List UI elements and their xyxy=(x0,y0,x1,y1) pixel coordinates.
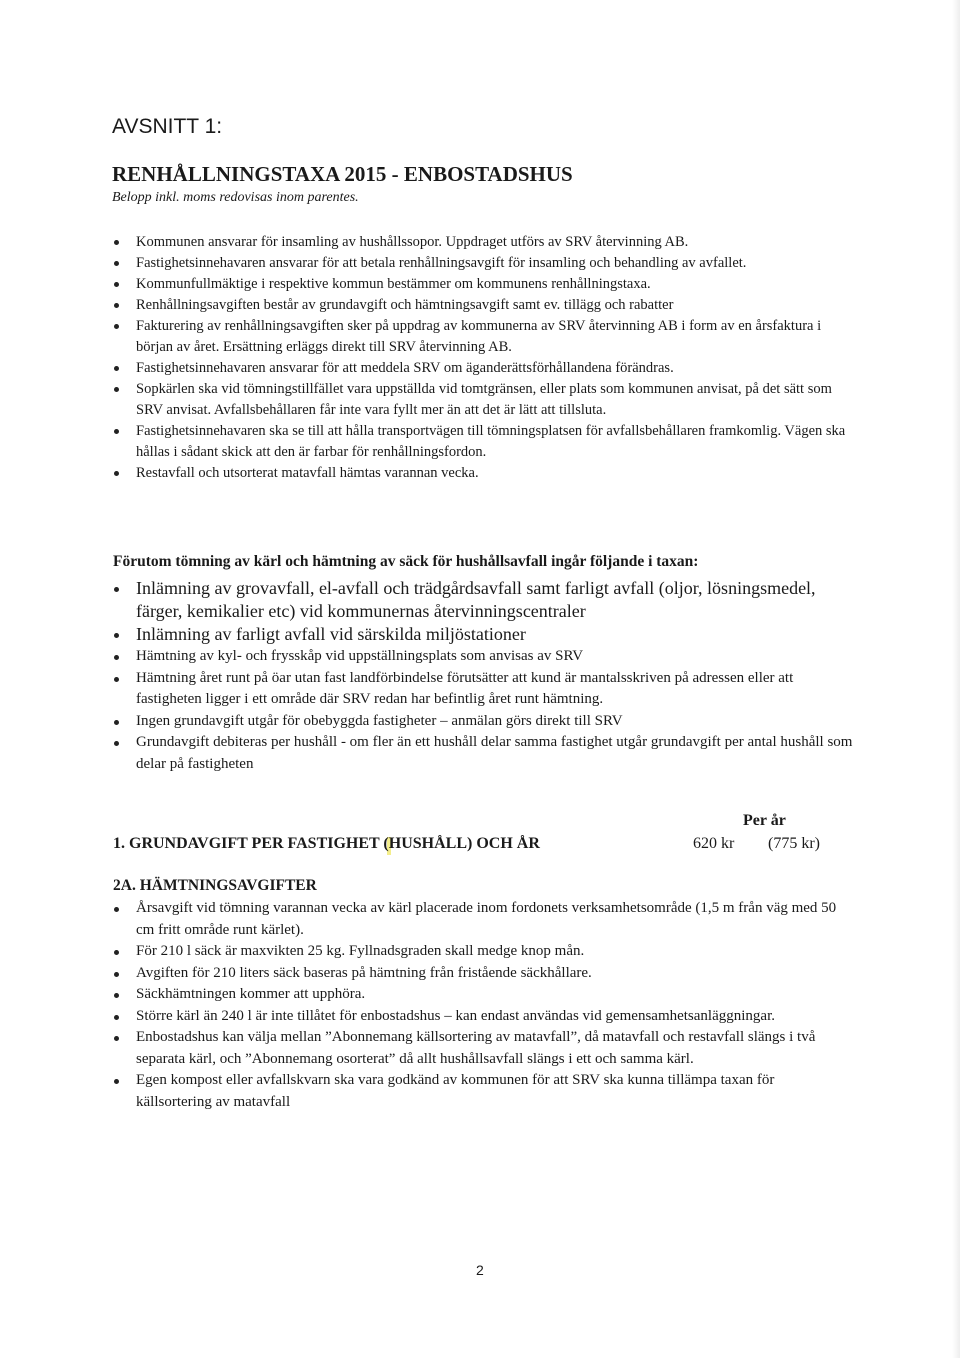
list-item: Kommunen ansvarar för insamling av hushållssopor. Uppdraget utförs av SRV återvinning AB. xyxy=(113,232,853,253)
section-label: AVSNITT 1: xyxy=(112,115,223,138)
list-item: Avgiften för 210 liters säck baseras på hämtning från fristående säckhållare. xyxy=(113,963,853,985)
list-item: Egen kompost eller avfallskvarn ska vara godkänd av kommunen för att SRV ska kunna tillämpa taxan för källsortering av matavfall xyxy=(113,1070,853,1113)
list-item: Större kärl än 240 l är inte tillåtet för enbostadshus – kan endast användas vid gemensamhetsanläggningar. xyxy=(113,1006,853,1028)
basic-fee-label: 1. GRUNDAVGIFT PER FASTIGHET (HUSHÅLL) OCH ÅR xyxy=(113,835,540,852)
list-item: Enbostadshus kan välja mellan ”Abonnemang källsortering av matavfall”, då matavfall och restavfall slängs i två separata kärl, och ”Abonnemang osorterat” då allt hushållsavfall slängs i ett och samma kärl. xyxy=(113,1027,853,1070)
included-services-list xyxy=(113,577,858,775)
page-edge-shadow xyxy=(952,0,960,1358)
list-item: Hämtning året runt på öar utan fast landförbindelse förutsätter att kund är mantalsskriven på adressen eller att fastigheten ligger i ett område där SRV redan har befintlig året runt hämtning. xyxy=(113,668,858,711)
list-item: Kommunfullmäktige i respektive kommun bestämmer om kommunens renhållningstaxa. xyxy=(113,274,853,295)
list-item: Fastighetsinnehavaren ansvarar för att betala renhållningsavgift för insamling och behandling av avfallet. xyxy=(113,253,853,274)
list-item: Hämtning av kyl- och frysskåp vid uppställningsplats som anvisas av SRV xyxy=(113,646,858,668)
collection-fees-list xyxy=(113,898,853,1113)
list-item: Årsavgift vid tömning varannan vecka av kärl placerade inom fordonets verksamhetsområde (1,5 m från väg med 50 cm fritt område runt kärlet). xyxy=(113,898,853,941)
basic-fee-row xyxy=(113,835,843,857)
list-item: Säckhämtningen kommer att upphöra. xyxy=(113,984,853,1006)
list-item: Fastighetsinnehavaren ska se till att hålla transportvägen till tömningsplatsen för avfallsbehållaren framkomlig. Vägen ska hållas i sådant skick att den är farbar för renhållningsfordon. xyxy=(113,421,853,463)
collection-fees-heading: 2A. HÄMTNINGSAVGIFTER xyxy=(113,877,317,894)
page-title: RENHÅLLNINGSTAXA 2015 - ENBOSTADSHUS xyxy=(112,162,573,186)
list-item: Inlämning av farligt avfall vid särskilda miljöstationer xyxy=(113,623,858,646)
per-year-label: Per år xyxy=(743,812,786,829)
page-number: 2 xyxy=(476,1262,484,1278)
list-item: Ingen grundavgift utgår för obebyggda fastigheter – anmälan görs direkt till SRV xyxy=(113,711,858,733)
general-rules-list xyxy=(113,232,853,484)
list-item: Renhållningsavgiften består av grundavgift och hämtningsavgift samt ev. tillägg och rabatter xyxy=(113,295,853,316)
list-item: Inlämning av grovavfall, el-avfall och trädgårdsavfall samt farligt avfall (oljor, lösningsmedel, färger, kemikalier etc) vid kommunernas återvinningscentraler xyxy=(113,577,858,623)
list-item: Sopkärlen ska vid tömningstillfället vara uppställda vid tomtgränsen, eller plats som kommunen anvisat, på det sätt som SRV anvisat. Avfallsbehållaren får inte vara fyllt mer än att det är lätt att tillsluta. xyxy=(113,379,853,421)
basic-fee-amount-incl-vat: (775 kr) xyxy=(768,835,820,852)
included-heading: Förutom tömning av kärl och hämtning av säck för hushållsavfall ingår följande i taxan: xyxy=(113,553,699,570)
list-item: Grundavgift debiteras per hushåll - om fler än ett hushåll delar samma fastighet utgår grundavgift per antal hushåll som delar på fastigheten xyxy=(113,732,858,775)
vat-note: Belopp inkl. moms redovisas inom parentes. xyxy=(112,190,359,205)
list-item: För 210 l säck är maxvikten 25 kg. Fyllnadsgraden skall medge knop mån. xyxy=(113,941,853,963)
list-item: Fastighetsinnehavaren ansvarar för att meddela SRV om äganderättsförhållandena förändras. xyxy=(113,358,853,379)
list-item: Restavfall och utsorterat matavfall hämtas varannan vecka. xyxy=(113,463,853,484)
basic-fee-amount: 620 kr xyxy=(693,835,735,852)
list-item: Fakturering av renhållningsavgiften sker på uppdrag av kommunerna av SRV återvinning AB i form av en årsfaktura i början av året. Ersättning erläggs direkt till SRV återvinning AB. xyxy=(113,316,853,358)
